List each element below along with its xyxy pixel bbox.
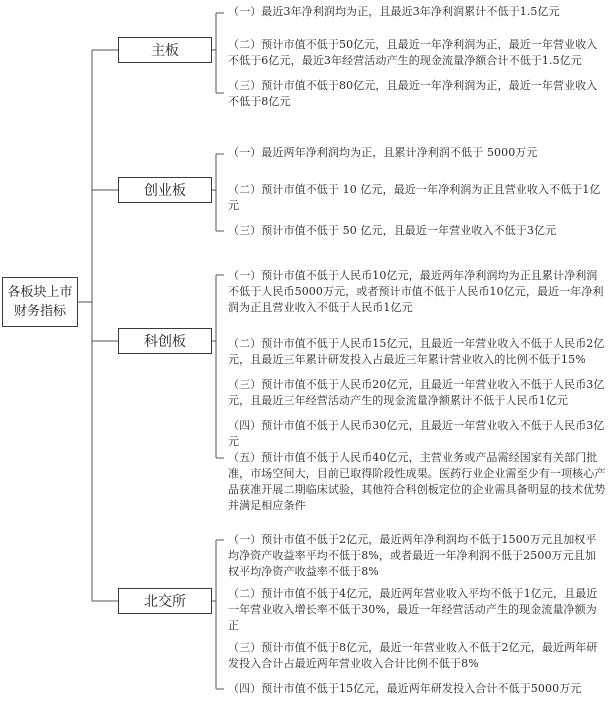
criteria-item: （三）预计市值不低于人民币20亿元，且最近一年营业收入不低于人民币3亿元，且最近三年经营活动产生的现金流量净额累计不低于人民币1亿元 [228, 378, 605, 407]
criteria-item: （三）预计市值不低于 50 亿元，且最近一年营业收入不低于3亿元 [228, 224, 557, 237]
criteria-item: （一）最近3年净利润均为正，且最近3年净利润累计不低于1.5亿元 [228, 5, 560, 18]
branch-bse [118, 588, 212, 614]
branch-label: 北交所 [144, 594, 186, 610]
criteria-item: （一）预计市值不低于2亿元，最近两年净利润均不低于1500万元且加权平均净资产收益率平均不低于8%，或者最近一年净利润不低于2500万元且加权平均净资产收益率不低于8% [228, 533, 597, 578]
root-node [2, 277, 78, 327]
criteria-item: （四）预计市值不低于15亿元，最近两年研发投入合计不低于5000万元 [228, 682, 582, 695]
branch-label: 科创板 [144, 334, 186, 350]
branch-star-market [118, 328, 212, 354]
criteria-item: （一）预计市值不低于人民币10亿元，最近两年净利润均为正且累计净利润不低于人民币5000万元，或者预计市值不低于人民币10亿元，最近一年净利润为正且营业收入不低于人民币1亿元 [228, 269, 604, 314]
root-label-line1: 各板块上市 [7, 285, 73, 300]
criteria-item: （二）预计市值不低于人民币15亿元，且最近一年营业收入不低于人民币2亿元，且最近三年累计研发投入占最近三年累计营业收入的比例不低于15% [228, 337, 605, 366]
criteria-item: （二）预计市值不低于4亿元，最近两年营业收入平均不低于1亿元，且最近一年营业收入增长率不低于30%，最近一年经营活动产生的现金流量净额为正 [228, 587, 598, 632]
branch-label: 创业板 [144, 183, 186, 199]
criteria-item: （二）预计市值不低于 10 亿元，最近一年净利润为正且营业收入不低于1亿元 [228, 183, 601, 212]
criteria-item: （五）预计市值不低于人民币40亿元，主营业务或产品需经国家有关部门批准，市场空间大，目前已取得阶段性成果。医药行业企业需至少有一项核心产品获准开展二期临床试验，其他符合科创板定位的企业需具备明显的技术优势并满足相应条件 [228, 451, 606, 512]
branch-main-board [118, 37, 212, 63]
criteria-item: （一）最近两年净利润均为正，且累计净利润不低于 5000万元 [228, 146, 538, 159]
criteria-item: （四）预计市值不低于人民币30亿元，且最近一年营业收入不低于人民币3亿元 [228, 419, 605, 448]
branch-chinext [118, 177, 212, 203]
criteria-item: （三）预计市值不低于8亿元，最近一年营业收入不低于2亿元，最近两年研发投入合计占最近两年营业收入合计比例不低于8% [228, 641, 598, 670]
branch-label: 主板 [151, 43, 179, 59]
criteria-item: （三）预计市值不低于80亿元，且最近一年净利润为正，最近一年营业收入不低于8亿元 [228, 79, 598, 108]
root-label-line2: 财务指标 [13, 304, 66, 319]
criteria-item: （二）预计市值不低于50亿元，且最近一年净利润为正，最近一年营业收入不低于6亿元，最近3年经营活动产生的现金流量净额合计不低于1.5亿元 [228, 38, 598, 67]
